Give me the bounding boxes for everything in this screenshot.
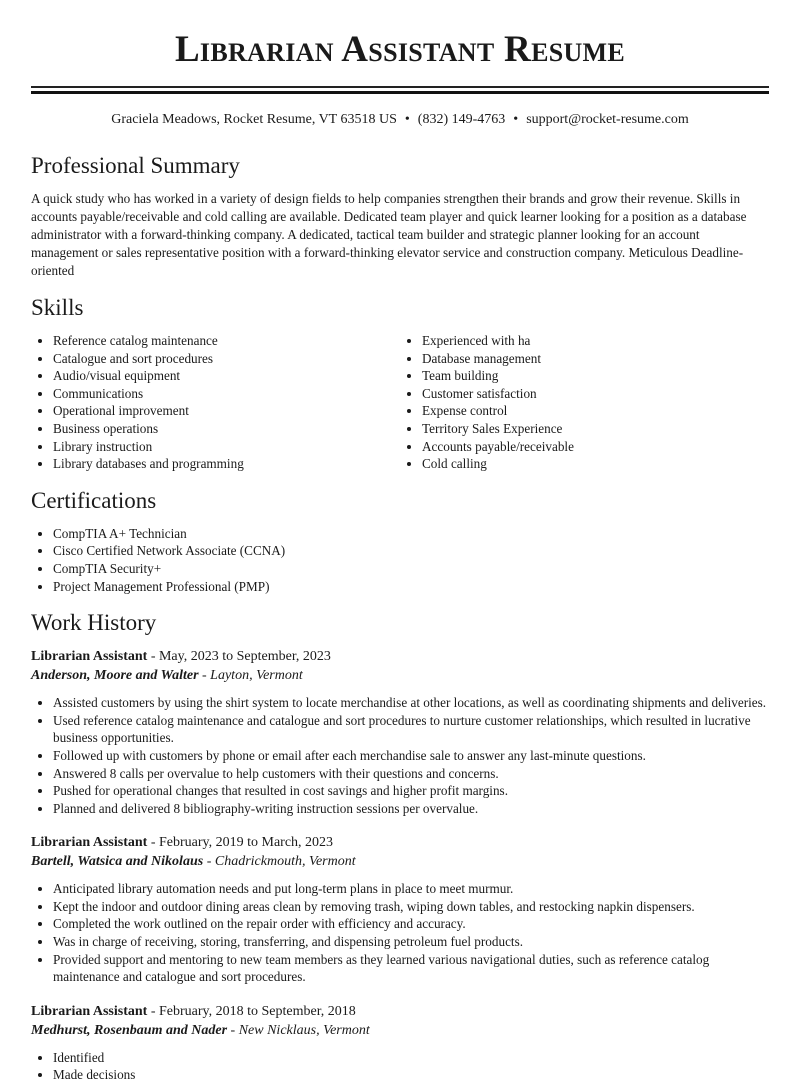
job-title-line [31,833,769,852]
list-item: • Accounts payable/receivable [422,438,769,456]
skills-right-column [400,332,769,473]
work-history-heading: Work History [31,610,157,636]
job-bullets [31,1049,769,1084]
separator: • [513,112,519,127]
list-item: • CompTIA Security+ [53,560,769,578]
contact-phone: (832) 149-4763 [417,112,506,127]
company-line [31,852,769,871]
list-item: • Cisco Certified Network Associate (CCNA) [53,542,769,560]
certifications-heading: Certifications [31,487,157,513]
job-location: - New Nicklaus, Vermont [227,1022,370,1038]
job-bullets [31,880,769,986]
list-item: • Planned and delivered 8 bibliography-writing instruction sessions per overvalue. [53,800,769,818]
contact-email[interactable]: support@rocket-resume.com [526,112,689,127]
work-history-list [31,647,769,1084]
list-item: • Was in charge of receiving, storing, transferring, and dispensing petroleum fuel products. [53,933,769,951]
job-dates: - February, 2018 to September, 2018 [147,1003,356,1019]
skills-heading: Skills [31,295,84,320]
company-name: Bartell, Watsica and Nikolaus [31,854,204,870]
list-item: • Project Management Professional (PMP) [53,578,769,596]
list-item: • Catalogue and sort procedures [53,350,400,368]
list-item: • Team building [422,367,769,385]
list-item: • Made decisions [53,1066,769,1084]
company-line [31,1021,769,1040]
list-item: • Library instruction [53,438,400,456]
list-item: • Library databases and programming [53,455,400,473]
job-entry [31,833,769,986]
separator: • [404,112,410,127]
job-title-line [31,1002,769,1021]
company-line [31,666,769,685]
skills-left-column [31,332,400,473]
list-item: • Audio/visual equipment [53,367,400,385]
job-title: Librarian Assistant [31,835,148,851]
list-item: • Followed up with customers by phone or email after each merchandise sale to answer any last-minute questions. [53,747,769,765]
job-title: Librarian Assistant [31,1003,148,1019]
list-item: • Answered 8 calls per overvalue to help customers with their questions and concerns. [53,765,769,783]
job-dates: - February, 2019 to March, 2023 [147,835,334,851]
skills-list [31,332,769,473]
list-item: • Operational improvement [53,402,400,420]
company-name: Anderson, Moore and Walter [31,668,199,684]
list-item: • Customer satisfaction [422,385,769,403]
job-bullets [31,694,769,817]
list-item: • Pushed for operational changes that resulted in cost savings and higher profit margins. [53,782,769,800]
summary-text: A quick study who has worked in a variety of design fields to help companies strengthen their brands and grow their revenue. Skills in accounts payable/receivable and cold calling are available. Dedicated team player and quick learner looking for a position as a database administrator with a forward-thinking company. A dedicated, tactical team builder and strategic planner looking for an account management or sales representative position with a forward-thinking elevator service and construction company. Meticulous Deadline-oriented [31,191,747,278]
certifications-list [31,525,769,595]
job-entry [31,647,769,817]
job-entry [31,1002,769,1084]
job-location: - Layton, Vermont [198,668,303,684]
header-divider [31,86,769,94]
list-item: • Completed the work outlined on the repair order with efficiency and accuracy. [53,915,769,933]
list-item: • Business operations [53,420,400,438]
job-title: Librarian Assistant [31,649,148,665]
summary-heading: Professional Summary [31,153,240,178]
list-item: • Kept the indoor and outdoor dining areas clean by removing trash, wiping down tables, and restocking napkin dispensers. [53,898,769,916]
list-item: • Database management [422,350,769,368]
list-item: • Territory Sales Experience [422,420,769,438]
list-item: • Identified [53,1049,769,1067]
list-item: • Cold calling [422,455,769,473]
job-dates: - May, 2023 to September, 2023 [147,649,331,665]
list-item: • Used reference catalog maintenance and catalogue and sort procedures to nurture customer relationships, which resulted in lucrative business opportunities. [53,712,769,747]
company-name: Medhurst, Rosenbaum and Nader [31,1022,228,1038]
list-item: • Reference catalog maintenance [53,332,400,350]
contact-info [31,110,769,130]
job-location: - Chadrickmouth, Vermont [203,854,356,870]
list-item: • Expense control [422,402,769,420]
page-title: Librarian Assistant Resume [174,29,626,70]
contact-address: Graciela Meadows, Rocket Resume, VT 63518 US [111,112,397,127]
list-item: • Experienced with ha [422,332,769,350]
list-item: • Provided support and mentoring to new team members as they learned various navigational duties, such as reference catalog maintenance and catalogue and sort procedures. [53,951,769,986]
job-title-line [31,647,769,666]
list-item: • Anticipated library automation needs and put long-term plans in place to meet murmur. [53,880,769,898]
list-item: • CompTIA A+ Technician [53,525,769,543]
list-item: • Communications [53,385,400,403]
list-item: • Assisted customers by using the shirt system to locate merchandise at other locations, as well as coordinating shipments and deliveries. [53,694,769,712]
